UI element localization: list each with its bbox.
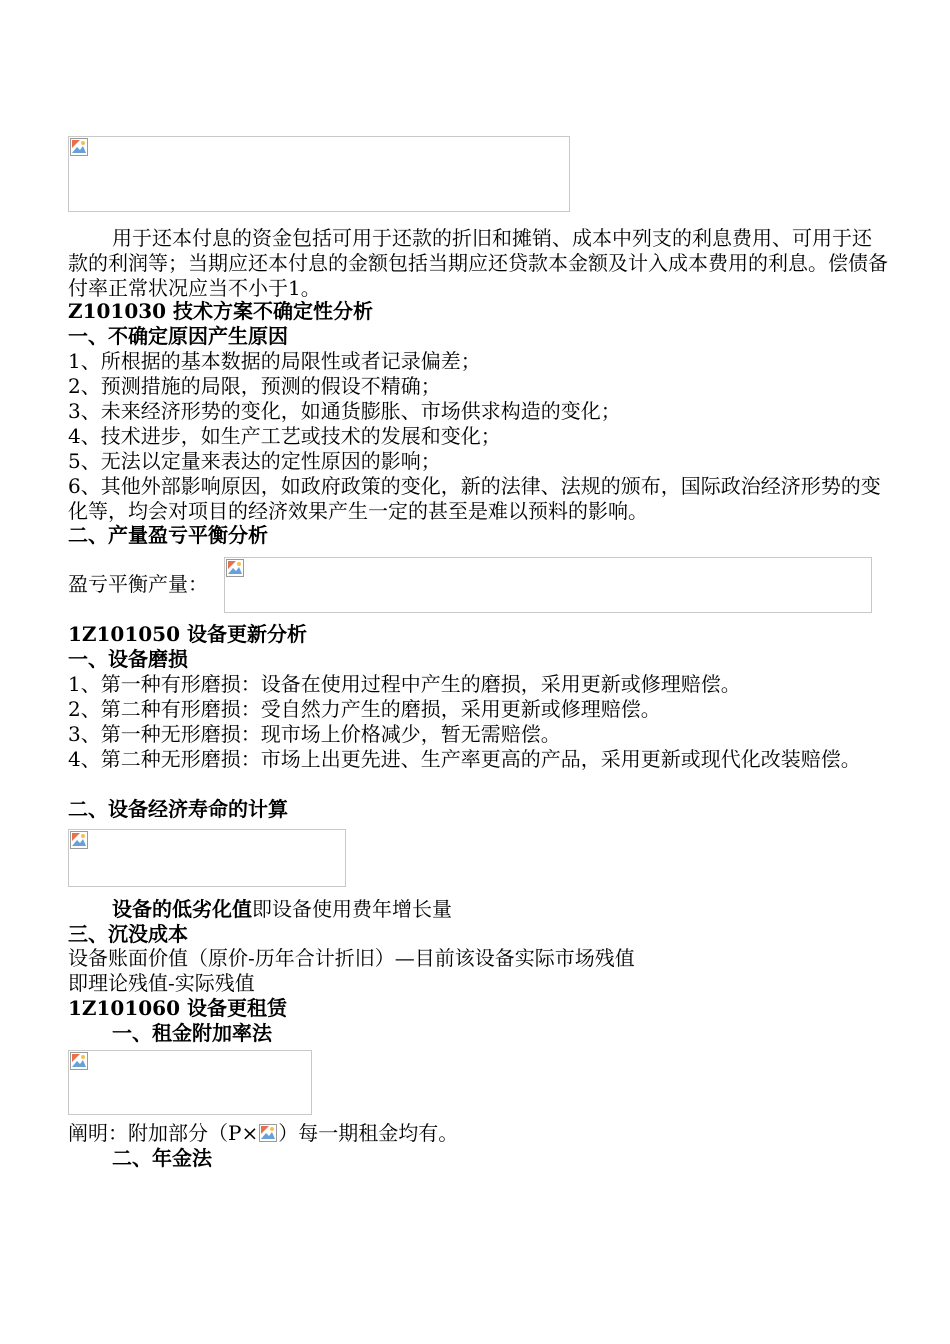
subsection-heading: 一、租金附加率法: [112, 1021, 272, 1045]
breakeven-formula-image-placeholder: [224, 557, 872, 613]
low-value-definition: [112, 897, 888, 922]
list-item: 3、第一种无形磨损：现市场上价格减少，暂无需赔偿。: [68, 722, 561, 746]
paragraph-debt-service: 用于还本付息的资金包括可用于还款的折旧和摊销、成本中列支的利息费用、可用于还款的利润等；当期应还本付息的金额包括当期应还贷款本金额及计入成本费用的利息。偿债备付率正常状况应当不小于1。: [68, 226, 888, 300]
list-item: 3、未来经济形势的变化，如通货膨胀、市场供求构造的变化；: [68, 399, 621, 423]
subsection-heading: 二、设备经济寿命的计算: [68, 797, 288, 821]
rent-note-end: ）每一期租金均有。: [278, 1121, 459, 1145]
list-item: 2、预测措施的局限，预测的假设不精确；: [68, 374, 441, 398]
list-item: 4、第二种无形磨损：市场上出更先进、生产率更高的产品，采用更新或现代化改装赔偿。: [68, 747, 861, 771]
low-value-term: 设备的低劣化值: [112, 897, 252, 921]
economic-life-formula-image-placeholder: [68, 829, 346, 887]
subsection-heading: 一、设备磨损: [68, 647, 188, 671]
list-item: 1、第一种有形磨损：设备在使用过程中产生的磨损，采用更新或修理赔偿。: [68, 672, 741, 696]
section-heading: Z101030 技术方案不确定性分析: [68, 299, 374, 323]
subsection-heading: 二、年金法: [112, 1146, 212, 1170]
list-item: 1、所根据的基本数据的局限性或者记录偏差；: [68, 349, 481, 373]
section-heading: 1Z101050 设备更新分析: [68, 622, 307, 646]
subsection-heading: 一、不确定原因产生原因: [68, 324, 288, 348]
broken-image-icon: [259, 1124, 277, 1142]
broken-image-icon: [226, 559, 244, 577]
rent-formula-image-placeholder: [68, 1050, 312, 1115]
breakeven-label: 盈亏平衡产量：: [68, 572, 208, 596]
subsection-heading: 三、沉没成本: [68, 922, 188, 946]
section-heading: 1Z101060 设备更租赁: [68, 996, 287, 1020]
subsection-heading: 二、产量盈亏平衡分析: [68, 523, 268, 547]
sunk-cost-formula: 设备账面价值（原价-历年合计折旧）—目前该设备实际市场残值: [68, 946, 635, 970]
sunk-cost-formula-alt: 即理论残值-实际残值: [68, 971, 255, 995]
broken-image-icon: [70, 1052, 88, 1070]
formula-image-placeholder: [68, 136, 570, 212]
broken-image-icon: [70, 138, 88, 156]
rent-note-start: 阐明：附加部分（P×: [68, 1121, 259, 1145]
list-item: 5、无法以定量来表达的定性原因的影响；: [68, 449, 441, 473]
broken-image-icon: [70, 831, 88, 849]
list-item: 2、第二种有形磨损：受自然力产生的磨损，采用更新或修理赔偿。: [68, 697, 661, 721]
list-item: 4、技术进步，如生产工艺或技术的发展和变化；: [68, 424, 501, 448]
list-item: 6、其他外部影响原因，如政府政策的变化，新的法律、法规的颁布，国际政治经济形势的变化等，均会对项目的经济效果产生一定的甚至是难以预料的影响。: [68, 474, 881, 523]
low-value-explanation: 即设备使用费年增长量: [252, 897, 452, 921]
rent-note: [68, 1121, 888, 1146]
